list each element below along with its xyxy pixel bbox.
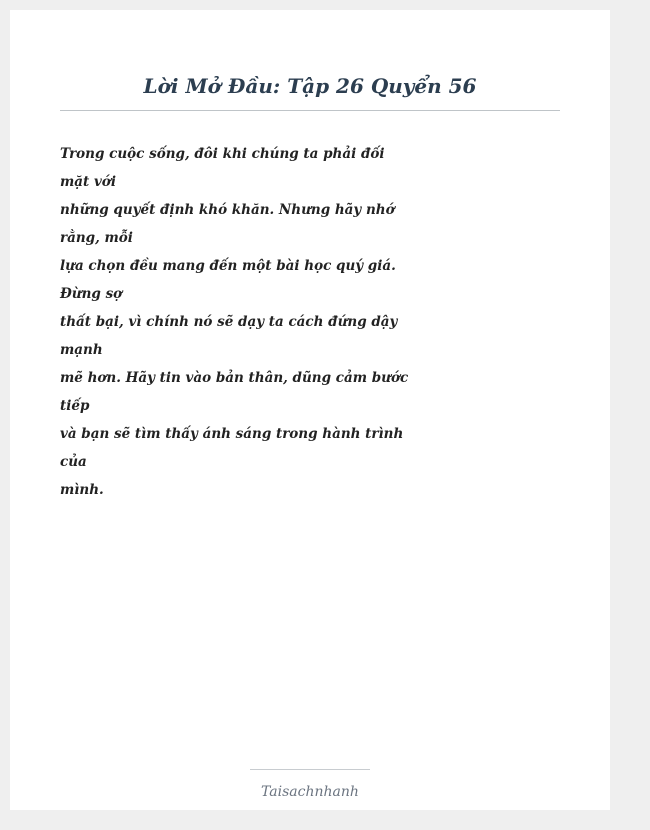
body-line: của — [60, 454, 87, 470]
body-line: mình. — [60, 482, 104, 498]
body-line: rằng, mỗi — [60, 230, 133, 246]
footer-source: Taisachnhanh — [261, 784, 359, 800]
document-page — [10, 10, 610, 810]
body-paragraph — [60, 140, 409, 504]
title-divider — [60, 110, 560, 111]
body-line: thất bại, vì chính nó sẽ dạy ta cách đứng dậy — [60, 314, 398, 330]
footer-divider — [250, 769, 370, 770]
body-line: và bạn sẽ tìm thấy ánh sáng trong hành trình — [60, 426, 404, 442]
body-line: mạnh — [60, 342, 103, 358]
body-line: mẽ hơn. Hãy tin vào bản thân, dũng cảm bước — [60, 370, 409, 386]
body-line: mặt với — [60, 174, 116, 190]
page-title: Lời Mở Đầu: Tập 26 Quyển 56 — [143, 74, 477, 98]
body-line: Đừng sợ — [60, 286, 123, 302]
body-line: lựa chọn đều mang đến một bài học quý giá. — [60, 258, 396, 274]
body-line: những quyết định khó khăn. Nhưng hãy nhớ — [60, 202, 395, 218]
body-line: Trong cuộc sống, đôi khi chúng ta phải đối — [60, 146, 385, 162]
body-line: tiếp — [60, 398, 90, 414]
